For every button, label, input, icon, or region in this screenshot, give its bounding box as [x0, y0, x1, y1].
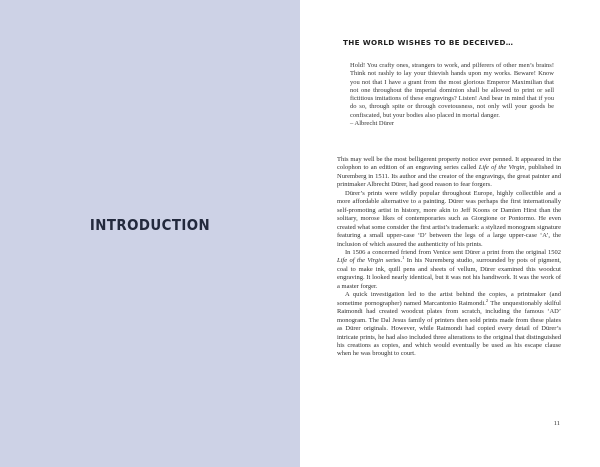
book-title: Life of the Virgin	[478, 164, 525, 172]
paragraph-text: In 1506 a concerned friend from Venice sent Dürer a print from the original 1502	[345, 248, 561, 256]
epigraph-attribution: – Albrecht Dürer	[350, 120, 395, 128]
page-number: 11	[553, 420, 560, 427]
paragraph-text: A quick investigation led to the artist behind the copies, a printmaker (and sometime pornographer) named Marcantonio Raimondi.	[337, 291, 561, 307]
paragraph-text: In his Nuremberg studio, surrounded by pots of pigment, coal to make ink, quill pens and sheets of vellum, Dürer examined this woodcut engraving. It looked nearly identical, but it was not his handiwork. It was the work of a master forger.	[337, 257, 561, 290]
paragraph-text: , published in Nuremberg in 1511. Its author and the creator of the engravings, the great painter and printmaker Albrecht Dürer, had good reason to fear forgers.	[337, 164, 562, 189]
paragraph-text: series.	[383, 257, 403, 265]
epigraph-text: Hold! You crafty ones, strangers to work, and pilferers of other men’s brains! Think not rashly to lay your thievish hands upon my works. Beware! Know you not that I have a grant from the most glorious Emperor Maximilian that not one throughout the imperial dominion shall be allowed to print or sell fictitious imitations of these engravings? Listen! And bear in mind that if you do so, through spite or through covetousness, not only will your goods be confiscated, but your bodies also placed in mortal danger.	[350, 62, 554, 119]
paragraph-1	[337, 156, 561, 190]
paragraph-text: Dürer’s prints were wildly popular throughout Europe, highly collectible and a more affordable alternative to a painting. Dürer was perhaps the first internationally self-promoting artist in history, more akin to Jeff Koons or Damien Hirst than the solitary, morose likes of contemporaries such as Giorgione or Pontormo. He even created what some consider the first artist’s trademark: a stylized monogram signature featuring a small upper-case ‘D’ between the legs of a large upper-case ‘A’, the inclusion of which assured the authenticity of his prints.	[337, 189, 561, 248]
paragraph-4	[337, 291, 561, 359]
footnote-marker[interactable]: 2	[485, 297, 489, 303]
right-page	[300, 0, 600, 467]
paragraph-3	[337, 249, 561, 291]
body-text	[337, 156, 561, 359]
chapter-title: INTRODUCTION	[89, 216, 211, 234]
section-heading: THE WORLD WISHES TO BE DECEIVED…	[343, 38, 514, 47]
paragraph-text: The unquestionably skilful Raimondi had created woodcut plates from scratch, including the famous ‘AD’ monogram. The Dal Jesus family of printers then sold prints made from these plates as Dürer originals. However, while Raimondi had copied every detail of Dürer’s intricate prints, he had also included three alterations to the original that distinguished his creations as copies, and which would eventually be used as his escape clause when he was brought to court.	[337, 299, 561, 358]
footnote-marker[interactable]: 1	[402, 255, 405, 261]
paragraph-2	[337, 190, 561, 249]
paragraph-text: This may well be the most belligerent property notice ever penned. It appeared in the colophon to an edition of an engraving series called	[337, 156, 561, 172]
epigraph-quote	[350, 62, 554, 128]
book-title: Life of the Virgin	[337, 257, 384, 265]
